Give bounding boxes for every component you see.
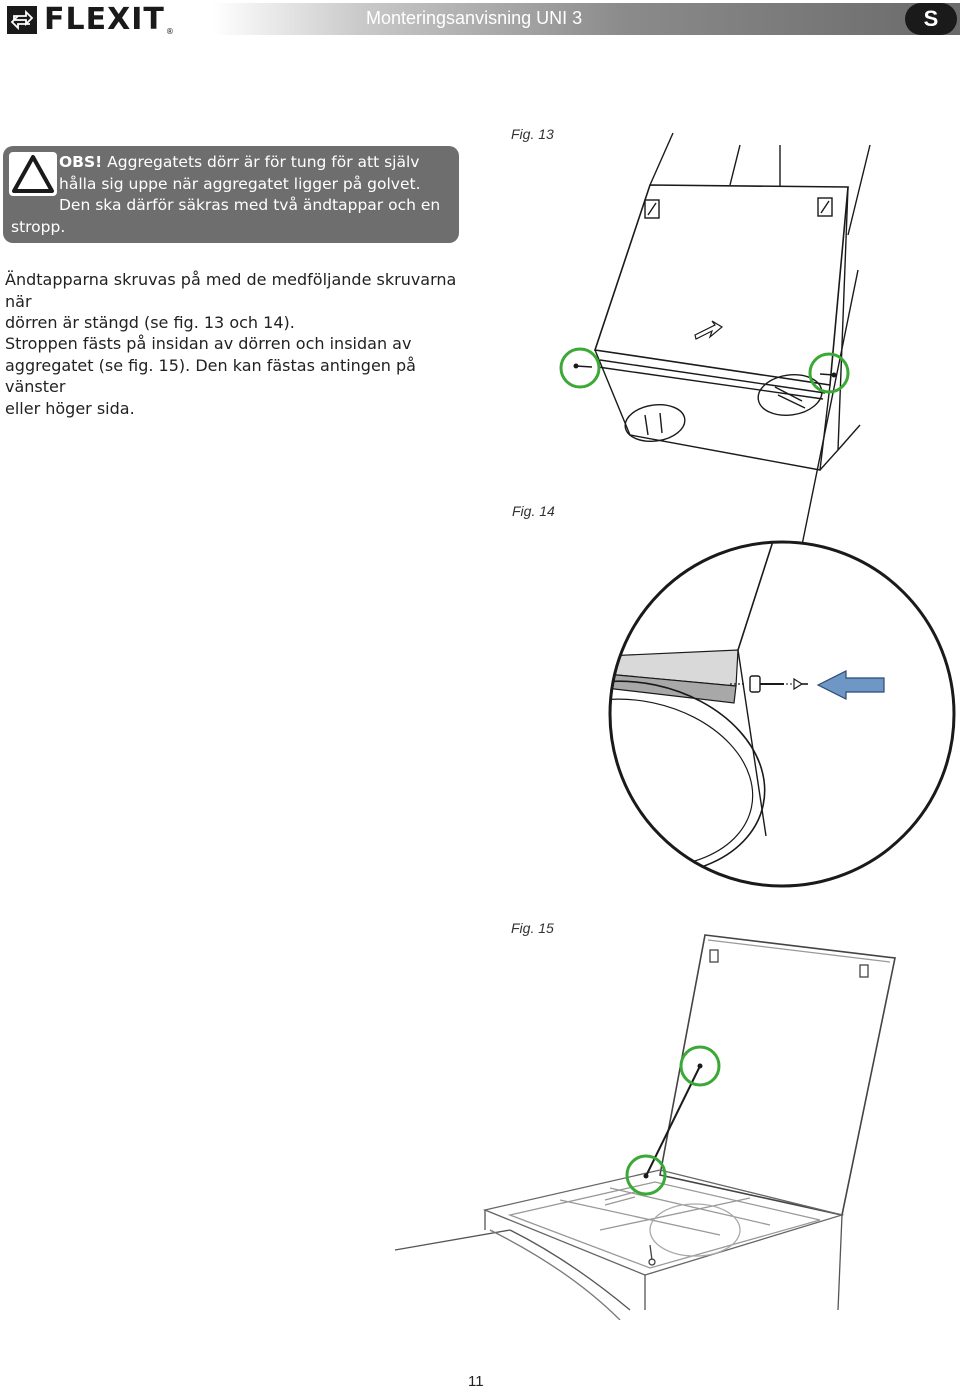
fig14-label: Fig. 14 [512, 503, 555, 519]
warning-line-1: OBS! Aggregatets dörr är för tung för att själv [59, 153, 420, 171]
warning-line-2: hålla sig uppe när aggregatet ligger på golvet. [59, 174, 421, 193]
fig13-right-screw-ring [810, 354, 848, 392]
warning-label: OBS! [59, 153, 103, 171]
warning-box [3, 146, 459, 243]
fig13-label: Fig. 13 [511, 126, 554, 142]
fig14-illustration [606, 538, 958, 890]
warning-text [11, 152, 457, 238]
fig15-label: Fig. 15 [511, 920, 554, 936]
fig13-left-screw-ring [561, 349, 599, 387]
warning-line-4: stropp. [11, 217, 66, 236]
fig15-illustration [390, 930, 900, 1320]
page-number: 11 [468, 1373, 484, 1390]
document-title: Monteringsanvisning UNI 3 [366, 8, 583, 28]
warning-line-3: Den ska därför säkras med två ändtappar och en [59, 196, 441, 214]
header-title-bar [212, 3, 960, 35]
brand-name: FLEXIT [44, 2, 165, 37]
paragraph-end-caps: Ändtapparna skruvas på med de medföljande skruvarna när dörren är stängd (se fig. 13 och 14). [5, 270, 457, 332]
brand-logo [6, 4, 174, 36]
page-header [0, 0, 960, 40]
fig13-illustration [540, 125, 920, 545]
registered-mark: ® [165, 27, 174, 36]
paragraph-strap: Stroppen fästs på insidan av dörren och insidan av aggregatet (se fig. 15). Den kan fästas antingen på vänster eller höger sida. [5, 334, 416, 418]
language-badge: S [905, 3, 957, 35]
flexit-logo-icon [6, 5, 38, 35]
